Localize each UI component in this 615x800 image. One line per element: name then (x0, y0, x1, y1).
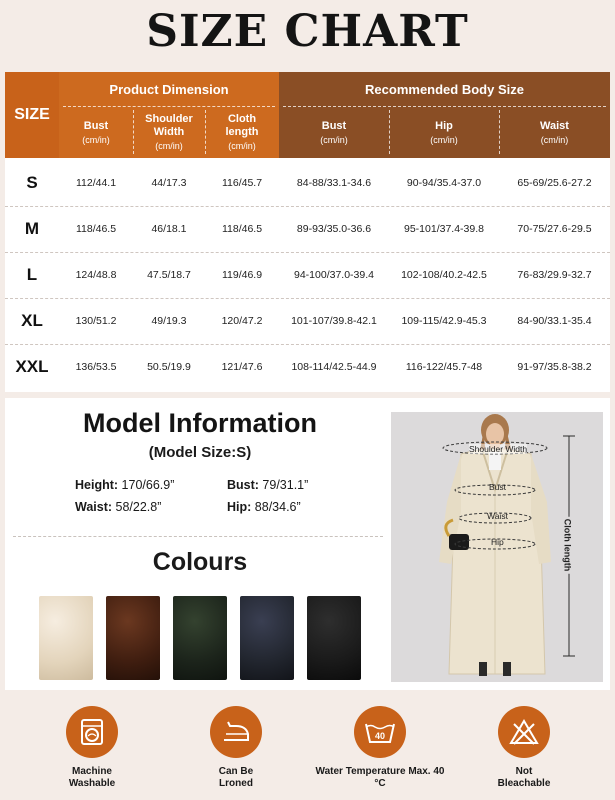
table-cell: 44/17.3 (151, 177, 187, 189)
cloth-length-label: Cloth length (562, 518, 573, 572)
model-size-subtitle: (Model Size:S) (148, 444, 252, 461)
iron-icon (210, 706, 262, 758)
table-cell: 84-90/33.1-35.4 (517, 315, 592, 327)
table-cell: 109-115/42.9-45.3 (401, 315, 487, 327)
table-row (5, 298, 610, 344)
table-row (5, 252, 610, 298)
care-label: Can Be Lroned (218, 766, 254, 789)
size-cell: S (26, 173, 38, 192)
size-header-cell (5, 72, 59, 158)
table-cell: 50.5/19.9 (147, 361, 191, 373)
size-header: SIZE (14, 106, 50, 123)
bust-label: Bust (489, 482, 507, 492)
table-cell: 90-94/35.4-37.0 (406, 177, 482, 189)
model-hip: Hip: 88/34.6” (227, 500, 301, 514)
col-header-cloth-length: Cloth length (cm/in) (225, 113, 259, 151)
table-row (5, 160, 610, 206)
table-cell: 120/47.2 (221, 315, 263, 327)
col-header-body-hip: Hip (cm/in) (430, 119, 458, 145)
size-cell: M (24, 219, 40, 238)
model-photo (391, 412, 603, 682)
water-temp-value: 40 (374, 731, 386, 741)
table-row (5, 206, 610, 252)
washing-machine-icon (66, 706, 118, 758)
no-bleach-icon (498, 706, 550, 758)
table-cell: 94-100/37.0-39.4 (294, 269, 374, 281)
table-cell: 89-93/35.0-36.6 (296, 223, 372, 235)
size-cell: L (26, 265, 38, 284)
colour-swatch-navy[interactable] (240, 596, 294, 680)
hip-label: Hip (491, 537, 504, 547)
product-dimension-label: Product Dimension (109, 81, 229, 97)
colour-swatch-cream[interactable] (39, 596, 93, 680)
col-header-shoulder-width: Shoulder Width (cm/in) (145, 113, 193, 151)
table-cell: 136/53.5 (75, 361, 117, 373)
table-cell: 47.5/18.7 (147, 269, 191, 281)
size-cell: XXL (15, 357, 49, 376)
colour-swatch-brown[interactable] (106, 596, 160, 680)
table-cell: 121/47.6 (221, 361, 263, 373)
model-info-panel (5, 398, 610, 690)
table-cell: 49/19.3 (151, 315, 187, 327)
model-height: Height: 170/66.9” (75, 478, 175, 492)
care-label: Not Bleachable (497, 766, 551, 789)
care-not-bleachable (454, 706, 594, 790)
table-cell: 91-97/35.8-38.2 (517, 361, 592, 373)
care-label: Water Temperature Max. 40 °C (315, 766, 445, 789)
recommended-body-size-label: Recommended Body Size (365, 81, 524, 97)
colour-swatch-black[interactable] (307, 596, 361, 680)
table-cell: 95-101/37.4-39.8 (404, 223, 484, 235)
waist-label: Waist (487, 511, 508, 521)
table-cell: 112/44.1 (75, 177, 117, 189)
table-cell: 65-69/25.6-27.2 (517, 177, 592, 189)
table-cell: 76-83/29.9-32.7 (517, 269, 592, 281)
shoulder-width-label: Shoulder Width (469, 444, 528, 454)
care-can-be-ironed (166, 706, 306, 790)
table-row (5, 344, 610, 390)
size-cell: XL (21, 311, 43, 330)
table-cell: 46/18.1 (151, 223, 187, 235)
water-temperature-icon (354, 706, 406, 758)
table-cell: 118/46.5 (75, 223, 117, 235)
table-cell: 108-114/42.5-44.9 (291, 361, 377, 373)
table-cell: 119/46.9 (221, 269, 263, 281)
colour-swatch-dark-green[interactable] (173, 596, 227, 680)
model-waist: Waist: 58/22.8” (75, 500, 162, 514)
col-header-bust: Bust (cm/in) (82, 119, 110, 145)
table-cell: 116/45.7 (221, 177, 263, 189)
colours-title: Colours (152, 548, 248, 576)
care-water-temperature (310, 706, 450, 790)
size-chart-table (5, 72, 610, 392)
care-machine-washable (22, 706, 162, 790)
table-cell: 116-122/45.7-48 (405, 361, 483, 373)
model-info-title: Model Information (83, 408, 317, 438)
page-title: SIZE CHART (146, 6, 469, 57)
col-header-body-bust: Bust (cm/in) (320, 119, 348, 145)
table-cell: 101-107/39.8-42.1 (291, 315, 377, 327)
table-cell: 124/48.8 (75, 269, 117, 281)
table-cell: 84-88/33.1-34.6 (296, 177, 372, 189)
table-cell: 70-75/27.6-29.5 (517, 223, 592, 235)
table-cell: 130/51.2 (75, 315, 117, 327)
table-cell: 118/46.5 (221, 223, 263, 235)
col-header-body-waist: Waist (cm/in) (540, 119, 569, 145)
table-cell: 102-108/40.2-42.5 (401, 269, 487, 281)
model-bust: Bust: 79/31.1” (227, 478, 309, 492)
care-label: Machine Washable (68, 766, 116, 789)
